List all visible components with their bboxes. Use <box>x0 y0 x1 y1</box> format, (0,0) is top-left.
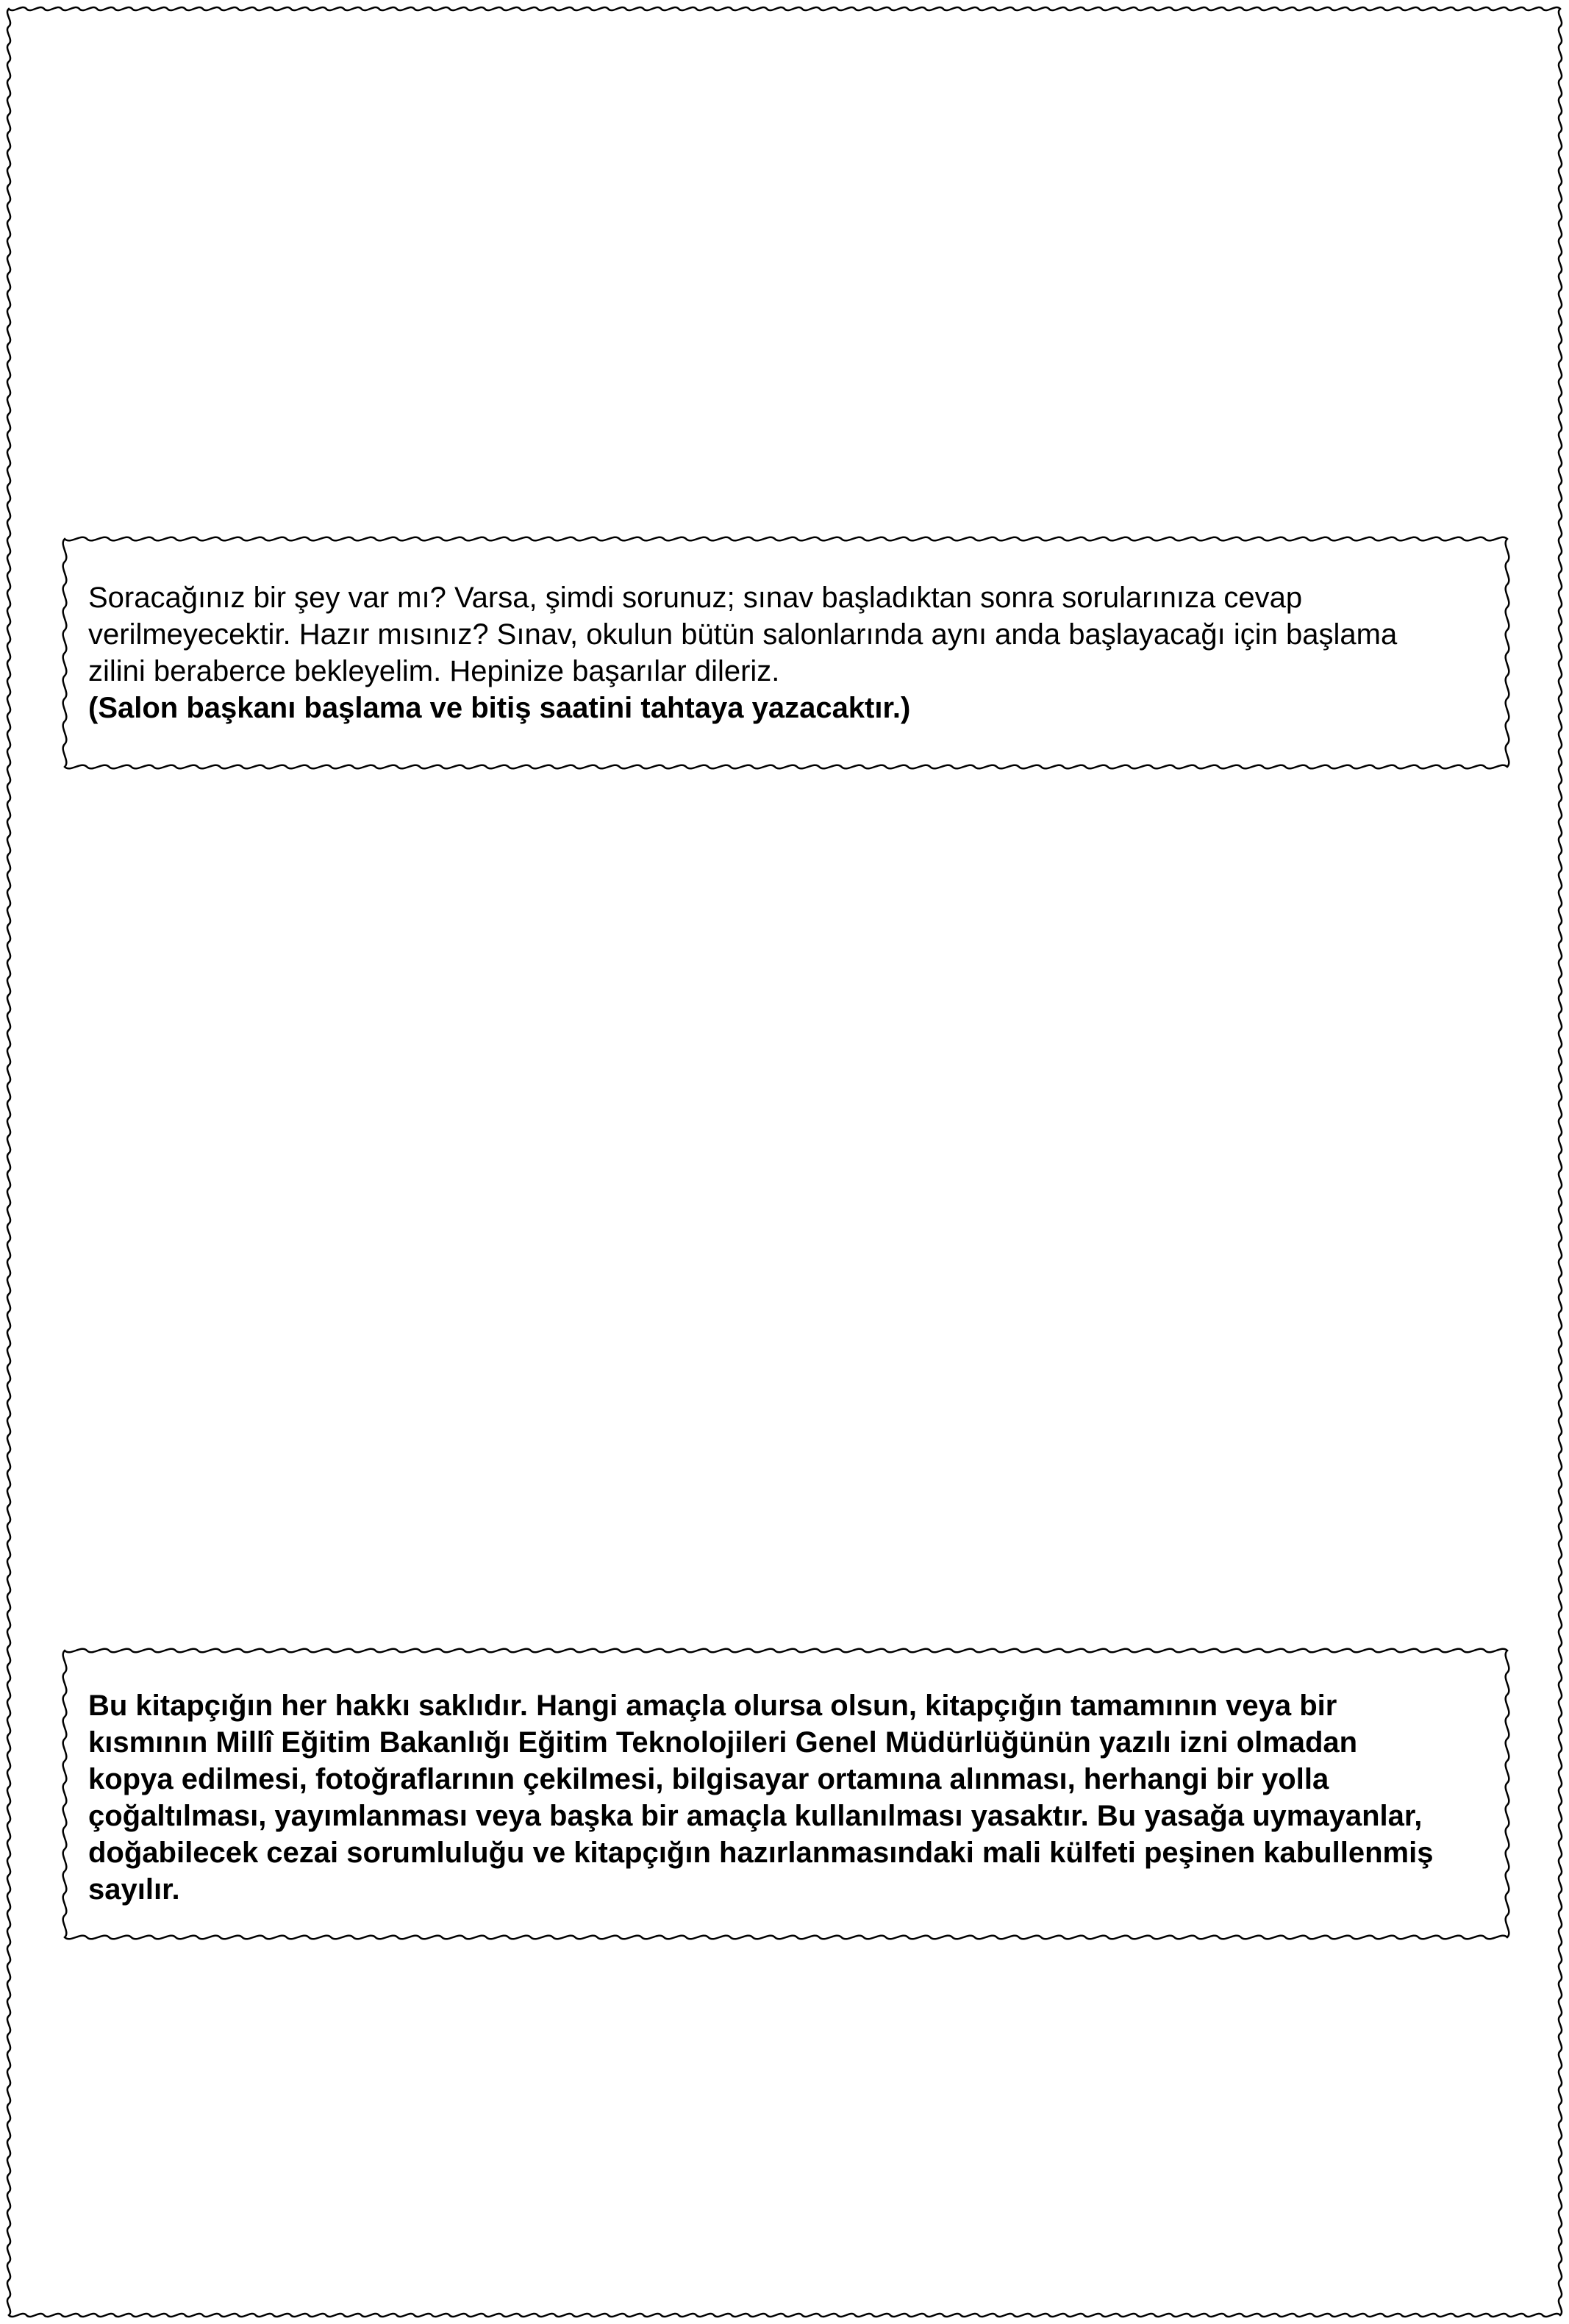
notice-instruction: (Salon başkanı başlama ve bitiş saatini tahtaya yazacaktır.) <box>88 692 911 724</box>
notice-line: Soracağınız bir şey var mı? Varsa, şimdi sorunuz; sınav başladıktan sonra sorularınıza cevap <box>88 582 1303 614</box>
copyright-line: kısmının Millî Eğitim Bakanlığı Eğitim Teknolojileri Genel Müdürlüğünün yazılı izni olmadan <box>88 1726 1358 1759</box>
notice-line: verilmeyecektir. Hazır mısınız? Sınav, okulun bütün salonlarında aynı anda başlayacağı için başlama <box>88 618 1398 651</box>
copyright-line: doğabilecek cezai sorumluluğu ve kitapçığın hazırlanmasındaki mali külfeti peşinen kabullenmiş <box>88 1837 1434 1869</box>
page-frame-wavy-border <box>7 7 1562 2317</box>
copyright-line: çoğaltılması, yayımlanması veya başka bir amaçla kullanılması yasaktır. Bu yasağa uymayanlar, <box>88 1800 1423 1832</box>
notice-line: zilini beraberce bekleyelim. Hepinize başarılar dileriz. <box>88 655 780 687</box>
copyright-line: kopya edilmesi, fotoğraflarının çekilmesi, bilgisayar ortamına alınması, herhangi bir yolla <box>88 1763 1329 1795</box>
copyright-line: sayılır. <box>88 1873 180 1906</box>
copyright-box <box>88 1687 1504 1908</box>
copyright-line: Bu kitapçığın her hakkı saklıdır. Hangi amaçla olursa olsun, kitapçığın tamamının veya bir <box>88 1690 1337 1722</box>
notice-box <box>88 579 1500 726</box>
